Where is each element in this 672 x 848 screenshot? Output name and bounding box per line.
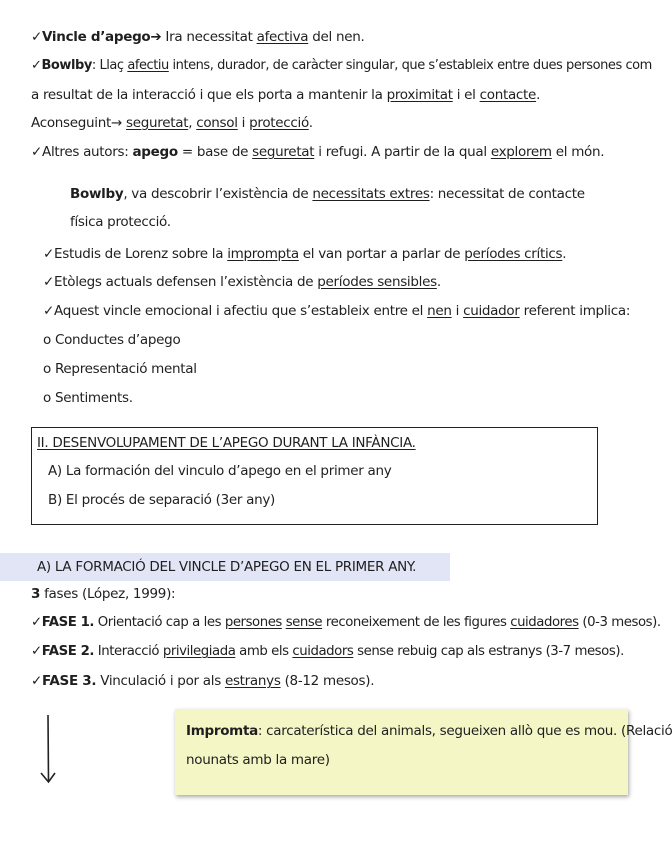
note-line-2: nounats amb la mare) xyxy=(186,752,330,768)
check-icon: ✓ xyxy=(43,303,55,319)
line-etolegs xyxy=(43,272,441,292)
check-icon: ✓ xyxy=(31,644,42,659)
text: física protecció. xyxy=(70,214,171,230)
underlined-text: seguretat xyxy=(252,144,315,160)
text: . xyxy=(436,274,441,290)
line-3-fases xyxy=(31,584,175,604)
text: Aquest vincle emocional i afectiu que s’estableix entre el xyxy=(54,303,428,319)
text: Vinculació i por als xyxy=(96,673,225,689)
underlined-text: impromptа xyxy=(227,246,299,262)
term-apego: apego xyxy=(132,144,178,160)
text: sense rebuig cap als estranys (3-7 mesos). xyxy=(353,644,624,659)
text: (8-12 mesos). xyxy=(280,673,375,689)
underlined-text: períodes sensibles xyxy=(317,274,437,290)
check-icon: ✓ xyxy=(31,144,43,160)
text: : carcaterística del animals, segueixen allò que es mou. (Relació xyxy=(257,723,672,739)
term-vincle-apego: Vincle d’apego xyxy=(42,29,151,45)
underlined-text: protecció xyxy=(249,115,309,131)
underlined-text: consol xyxy=(196,115,238,131)
line-bowlby-definition xyxy=(31,56,652,76)
text: Estudis de Lorenz sobre la xyxy=(54,246,228,262)
text: . xyxy=(536,87,541,103)
arrow-right-icon: ➔ xyxy=(150,29,162,45)
term-bowlby: Bowlby xyxy=(41,58,92,73)
underlined-text: cuidador xyxy=(463,303,520,319)
fase-label: FASE 2. xyxy=(41,644,94,659)
underlined-text: estranys xyxy=(224,673,281,689)
text: : necessitat de contacte xyxy=(429,186,585,202)
text: fases (López, 1999): xyxy=(40,586,176,602)
underlined-text: nen xyxy=(427,303,452,319)
text: . xyxy=(562,246,567,262)
number-3: 3 xyxy=(31,586,41,602)
text: i xyxy=(237,115,250,131)
fase-label: FASE 1. xyxy=(41,615,94,630)
check-icon: ✓ xyxy=(31,673,43,689)
text: Etòlegs actuals defensen l’existència de xyxy=(54,274,318,290)
text: reconeixement de les figures xyxy=(322,615,511,630)
underlined-text: sense xyxy=(285,615,323,630)
underlined-text: afectiva xyxy=(256,29,309,45)
box-item-b: B) El procés de separació (3er any) xyxy=(48,492,276,508)
underlined-text: cuidadors xyxy=(292,644,354,659)
arrow-down-icon xyxy=(38,713,58,785)
check-icon: ✓ xyxy=(31,29,43,45)
text: Ira necessitat xyxy=(161,29,257,45)
text: Orientació cap a les xyxy=(94,615,225,630)
text: referent implica: xyxy=(519,303,631,319)
text: i xyxy=(451,303,464,319)
box-item-a: A) La formación del vinculo d’apego en el primer any xyxy=(48,463,392,479)
text: Aconseguint xyxy=(31,115,112,131)
text: i refugi. A partir de la qual xyxy=(314,144,491,160)
term-impromta: Impromta xyxy=(186,723,258,739)
check-icon: ✓ xyxy=(31,615,42,630)
text: (0-3 mesos). xyxy=(578,615,661,630)
text: . xyxy=(308,115,313,131)
line-altres-autors xyxy=(31,142,604,162)
text: intens, durador, de caràcter singular, que s’estableix entre dues persones com xyxy=(168,58,652,73)
text: a resultat de la interacció i que els porta a mantenir la xyxy=(31,87,387,103)
box-title: II. DESENVOLUPAMENT DE L’APEGO DURANT LA INFÀNCIA. xyxy=(37,435,416,451)
text: i el xyxy=(452,87,480,103)
underlined-text: privilegiada xyxy=(162,644,236,659)
term-bowlby: Bowlby xyxy=(70,186,124,202)
line-bowlby-continuation xyxy=(31,85,540,105)
line-fisica-proteccio xyxy=(70,212,171,232)
text: amb els xyxy=(235,644,293,659)
check-icon: ✓ xyxy=(43,274,55,290)
line-fase-3 xyxy=(31,671,374,691)
underlined-text: cuidadores xyxy=(510,615,579,630)
line-lorenz xyxy=(43,244,566,264)
underlined-text: contacte xyxy=(479,87,537,103)
list-item: o Conductes d’apego xyxy=(43,332,181,348)
line-bowlby-necessitats xyxy=(70,184,585,204)
underlined-text: explorem xyxy=(490,144,552,160)
underlined-text: seguretat xyxy=(126,115,189,131)
text: , xyxy=(188,115,197,131)
arrow-right-icon: → xyxy=(111,115,127,131)
text: el van portar a parlar de xyxy=(298,246,465,262)
text: = base de xyxy=(177,144,253,160)
list-item: o Sentiments. xyxy=(43,390,133,406)
check-icon: ✓ xyxy=(43,246,55,262)
note-line-1 xyxy=(186,721,672,741)
underlined-text: períodes crítics xyxy=(464,246,563,262)
check-icon: ✓ xyxy=(31,58,42,73)
section-heading: A) LA FORMACIÓ DEL VINCLE D’APEGO EN EL PRIMER ANY. xyxy=(37,559,417,575)
line-fase-2 xyxy=(31,642,624,662)
line-vincle-apego xyxy=(31,27,364,47)
line-fase-1 xyxy=(31,613,661,633)
text: : Llaç xyxy=(91,58,128,73)
underlined-text: necessitats extres xyxy=(312,186,430,202)
underlined-text: afectiu xyxy=(127,58,169,73)
text: el món. xyxy=(551,144,605,160)
text: Altres autors: xyxy=(42,144,133,160)
underlined-text: persones xyxy=(224,615,282,630)
text: Interacció xyxy=(94,644,163,659)
line-aconseguint xyxy=(31,113,313,133)
text: , va descobrir l’existència de xyxy=(123,186,313,202)
list-item: o Representació mental xyxy=(43,361,197,377)
line-aquest-vincle xyxy=(43,301,630,321)
underlined-text: proximitat xyxy=(386,87,453,103)
text: del nen. xyxy=(308,29,365,45)
fase-label: FASE 3. xyxy=(42,673,97,689)
